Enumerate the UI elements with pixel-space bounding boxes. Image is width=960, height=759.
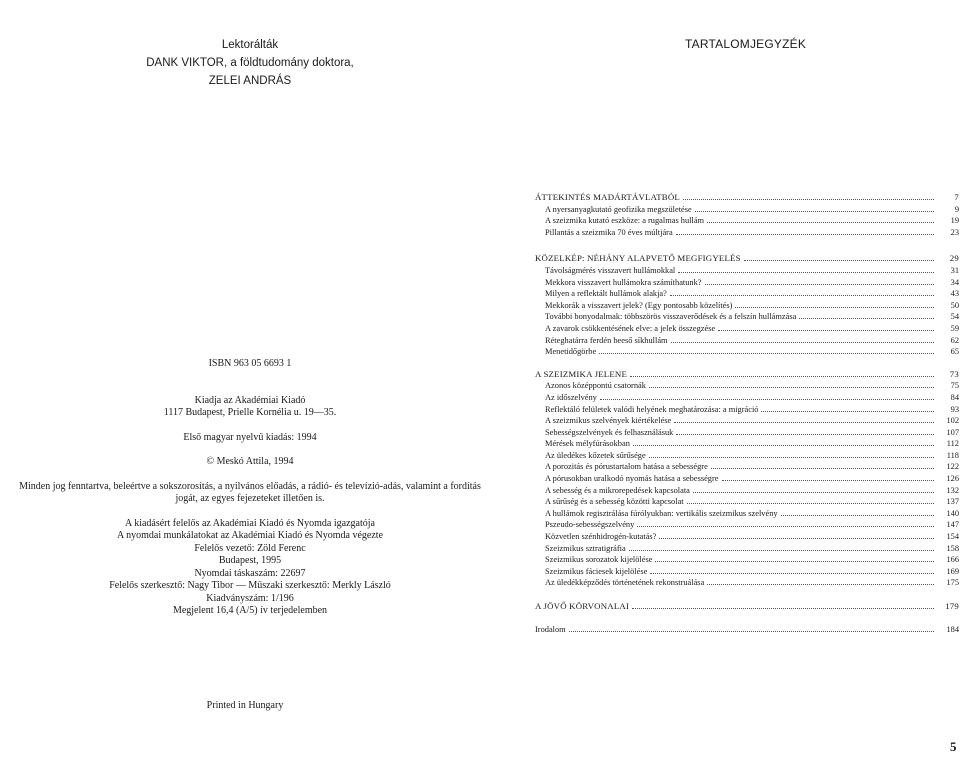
toc-item[interactable]: Szeizmikus sorozatok kijelölése 166 (545, 555, 959, 565)
reviewers-block (0, 36, 500, 90)
publisher-line-2: 1117 Budapest, Prielle Kornélia u. 19—35. (163, 407, 337, 418)
rights-notice: Minden jog fenntartva, beleértve a sokszorosítás, a nyilvános előadás, a rádió- és televízió-adás, valamint a fordítás jogát, az egyes fejezeteket illetően is. (19, 480, 481, 504)
toc-heading[interactable]: ÁTTEKINTÉS MADÁRTÁVLATBÓL 7 (535, 192, 959, 202)
toc-item[interactable]: A hullámok regisztrálása fúrólyukban: vertikális szeizmikus szelvény 140 (545, 508, 959, 518)
toc-item[interactable]: A nyersanyagkutató geofizika megszületése 9 (545, 204, 959, 214)
colophon-line: Nyomdai táskaszám: 22697 (194, 567, 306, 579)
reviewer-2: ZELEI ANDRÁS (208, 75, 292, 87)
toc-item[interactable]: Pszeudo-sebességszelvény 147 (545, 520, 959, 530)
colophon-line: Budapest, 1995 (218, 555, 282, 566)
toc-item[interactable]: A sebesség és a mikrorepedések kapcsolata 132 (545, 485, 959, 495)
toc-heading-references[interactable]: Irodalom 184 (535, 624, 959, 634)
toc-item[interactable]: Menetidőgörbe 65 (545, 347, 959, 357)
reviewed-label: Lektorálták (221, 39, 279, 51)
colophon-line: Felelős szerkesztő: Nagy Tibor — Műszaki szerkesztő: Merkly László (109, 580, 391, 591)
table-of-contents (535, 192, 959, 635)
toc-item[interactable]: Milyen a reflektált hullámok alakja? 43 (545, 289, 959, 299)
reviewer-1: DANK VIKTOR, a földtudomány doktora, (146, 57, 354, 69)
toc-item[interactable]: Réteghatárra ferdén beeső síkhullám 62 (545, 335, 959, 345)
colophon-line: A kiadásért felelős az Akadémiai Kiadó és Nyomda igazgatója (125, 517, 375, 529)
toc-item[interactable]: Az üledékképződés történetének rekonstruálása 175 (545, 578, 959, 588)
toc-heading[interactable]: A JÖVŐ KÖRVONALAI 179 (535, 601, 959, 611)
toc-item[interactable]: Pillantás a szeizmika 70 éves múltjára 23 (545, 227, 959, 237)
colophon-line: A nyomdai munkálatokat az Akadémiai Kiadó és Nyomda végezte (116, 530, 384, 541)
toc-item[interactable]: Távolságmérés visszavert hullámokkal 31 (545, 265, 959, 275)
toc-item[interactable]: Szeizmikus fáciesek kijelölése 169 (545, 566, 959, 576)
page-number: 5 (950, 739, 957, 754)
toc-item[interactable]: Mekkora visszavert hullámokra számíthatunk? 34 (545, 277, 959, 287)
printed-in: Printed in Hungary (206, 700, 284, 711)
toc-item[interactable]: A szeizmikus szelvények kiértékelése 102 (545, 416, 959, 426)
toc-item[interactable]: A sűrűség és a sebesség közötti kapcsolat 137 (545, 497, 959, 507)
toc-heading[interactable]: A SZEIZMIKA JELENE 73 (535, 368, 959, 379)
toc-item[interactable]: Szeizmikus sztratigráfia 158 (545, 543, 959, 553)
first-edition: Első magyar nyelvű kiadás: 1994 (183, 431, 317, 443)
colophon-line: Kiadványszám: 1/196 (206, 592, 294, 604)
colophon-line: Felelős vezető: Zöld Ferenc (194, 542, 306, 554)
toc-item[interactable]: Mérések mélyfúrásokban 112 (545, 439, 959, 449)
toc-item[interactable]: Az időszelvény 84 (545, 392, 959, 402)
publisher-line-1: Kiadja az Akadémiai Kiadó (194, 394, 306, 406)
toc-item[interactable]: Az üledékes kőzetek sűrűsége 118 (545, 450, 959, 460)
toc-item[interactable]: Közvetlen szénhidrogén-kutatás? 154 (545, 532, 959, 542)
toc-item[interactable]: A porozitás és pórustartalom hatása a sebességre 122 (545, 462, 959, 472)
toc-item[interactable]: Azonos középpontú csatornák 75 (545, 381, 959, 391)
imprint-block (0, 358, 500, 618)
colophon-line: Megjelent 16,4 (A/5) ív terjedelemben (172, 605, 328, 616)
toc-item[interactable]: Mekkorák a visszavert jelek? (Egy pontosabb közelítés) 50 (545, 300, 959, 310)
toc-item[interactable]: Reflektáló felületek valódi helyének meghatározása: a migráció 93 (545, 404, 959, 414)
copyright: © Meskó Attila, 1994 (206, 456, 294, 467)
isbn: ISBN 963 05 6693 1 (208, 358, 292, 369)
toc-item[interactable]: További bonyodalmak: többszörös visszaverődések és a felszín hullámzása 54 (545, 312, 959, 322)
toc-item[interactable]: A zavarok csökkentésének elve: a jelek összegzése 59 (545, 323, 959, 333)
toc-title: TARTALOMJEGYZÉK (685, 37, 807, 51)
toc-heading[interactable]: KÖZELKÉP: NÉHÁNY ALAPVETŐ MEGFIGYELÉS 29 (535, 253, 959, 264)
toc-item[interactable]: A pórusokban uralkodó nyomás hatása a sebességre 126 (545, 474, 959, 484)
toc-item[interactable]: A szeizmika kutató eszköze: a rugalmas hullám 19 (545, 216, 959, 226)
toc-item[interactable]: Sebességszelvények és felhasználásuk 107 (545, 427, 959, 437)
